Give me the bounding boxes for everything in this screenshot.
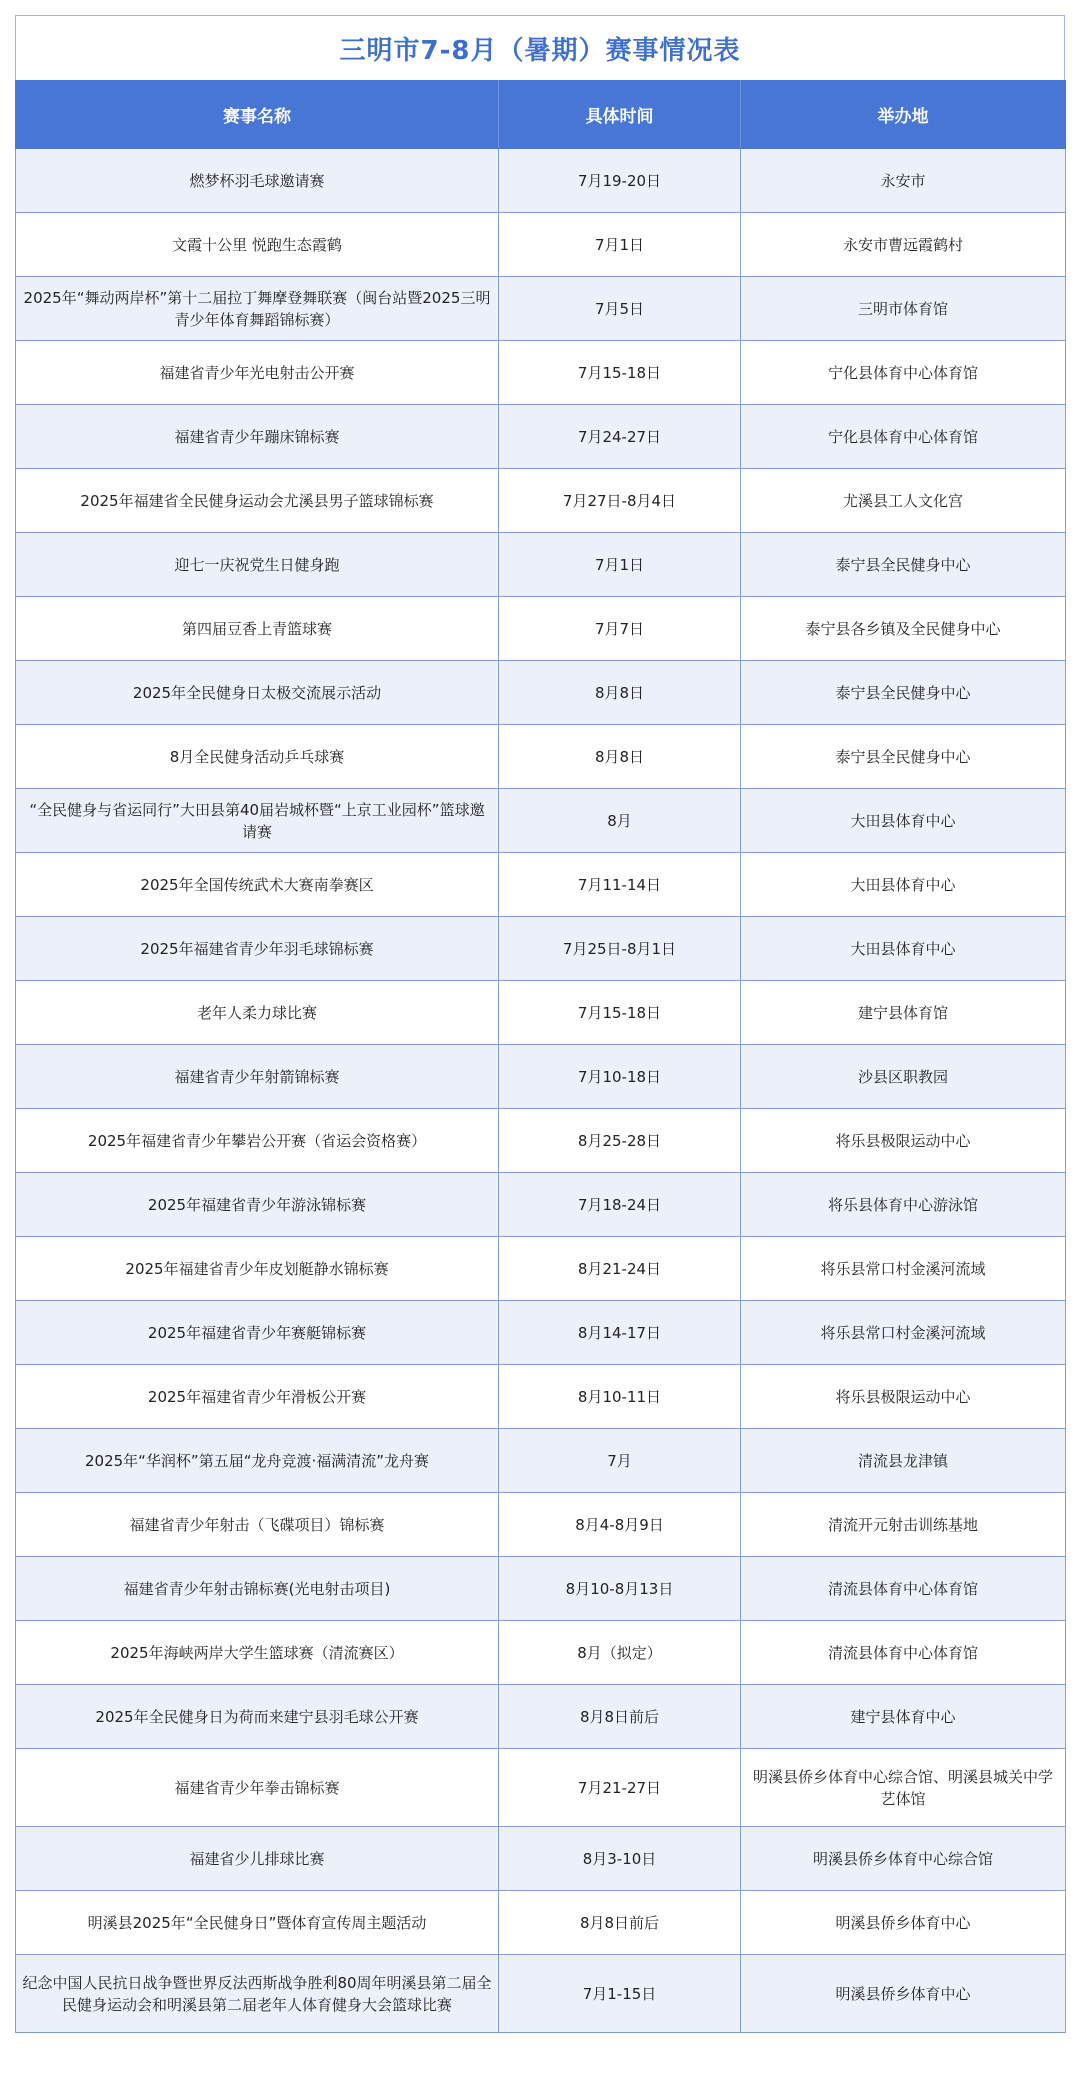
event-time-cell: 8月10-11日 <box>499 1365 741 1429</box>
table-row <box>16 917 1066 981</box>
event-venue-cell: 永安市 <box>741 149 1066 213</box>
table-row <box>16 853 1066 917</box>
table-row <box>16 405 1066 469</box>
event-time-cell: 8月4-8月9日 <box>499 1493 741 1557</box>
event-name-cell: 福建省青少年拳击锦标赛 <box>16 1749 499 1827</box>
event-venue-cell: 将乐县体育中心游泳馆 <box>741 1173 1066 1237</box>
table-row <box>16 1557 1066 1621</box>
event-venue-cell: 泰宁县各乡镇及全民健身中心 <box>741 597 1066 661</box>
table-row <box>16 661 1066 725</box>
event-venue-cell: 清流县体育中心体育馆 <box>741 1621 1066 1685</box>
table-row <box>16 725 1066 789</box>
table-row <box>16 1301 1066 1365</box>
table-row <box>16 277 1066 341</box>
event-name-cell: 福建省青少年射击（飞碟项目）锦标赛 <box>16 1493 499 1557</box>
event-venue-cell: 大田县体育中心 <box>741 917 1066 981</box>
event-venue-cell: 建宁县体育中心 <box>741 1685 1066 1749</box>
event-name-cell: 2025年福建省青少年皮划艇静水锦标赛 <box>16 1237 499 1301</box>
events-table <box>15 80 1066 2033</box>
table-row <box>16 1685 1066 1749</box>
event-venue-cell: 清流县龙津镇 <box>741 1429 1066 1493</box>
table-row <box>16 1109 1066 1173</box>
event-name-cell: 2025年“舞动两岸杯”第十二届拉丁舞摩登舞联赛（闽台站暨2025三明青少年体育舞蹈锦标赛） <box>16 277 499 341</box>
event-venue-cell: 明溪县侨乡体育中心 <box>741 1891 1066 1955</box>
event-time-cell: 7月15-18日 <box>499 981 741 1045</box>
event-time-cell: 8月3-10日 <box>499 1827 741 1891</box>
event-name-cell: 2025年福建省全民健身运动会尤溪县男子篮球锦标赛 <box>16 469 499 533</box>
event-name-cell: 2025年全民健身日太极交流展示活动 <box>16 661 499 725</box>
event-time-cell: 7月 <box>499 1429 741 1493</box>
header-time: 具体时间 <box>499 81 741 149</box>
event-venue-cell: 沙县区职教园 <box>741 1045 1066 1109</box>
event-time-cell: 8月 <box>499 789 741 853</box>
event-name-cell: 福建省青少年射击锦标赛(光电射击项目) <box>16 1557 499 1621</box>
table-row <box>16 981 1066 1045</box>
event-name-cell: 迎七一庆祝党生日健身跑 <box>16 533 499 597</box>
event-venue-cell: 泰宁县全民健身中心 <box>741 725 1066 789</box>
event-time-cell: 8月10-8月13日 <box>499 1557 741 1621</box>
event-name-cell: 燃梦杯羽毛球邀请赛 <box>16 149 499 213</box>
table-row <box>16 1173 1066 1237</box>
table-row <box>16 469 1066 533</box>
table-row <box>16 1493 1066 1557</box>
event-time-cell: 8月25-28日 <box>499 1109 741 1173</box>
event-time-cell: 7月1-15日 <box>499 1955 741 2033</box>
event-time-cell: 7月7日 <box>499 597 741 661</box>
event-name-cell: 福建省少儿排球比赛 <box>16 1827 499 1891</box>
table-row <box>16 789 1066 853</box>
event-time-cell: 7月1日 <box>499 213 741 277</box>
event-venue-cell: 将乐县极限运动中心 <box>741 1109 1066 1173</box>
event-venue-cell: 清流开元射击训练基地 <box>741 1493 1066 1557</box>
event-name-cell: “全民健身与省运同行”大田县第40届岩城杯暨“上京工业园杯”篮球邀请赛 <box>16 789 499 853</box>
table-row <box>16 1621 1066 1685</box>
event-name-cell: 福建省青少年射箭锦标赛 <box>16 1045 499 1109</box>
event-name-cell: 第四届豆香上青篮球赛 <box>16 597 499 661</box>
event-name-cell: 2025年福建省青少年游泳锦标赛 <box>16 1173 499 1237</box>
event-time-cell: 7月21-27日 <box>499 1749 741 1827</box>
event-name-cell: 2025年福建省青少年滑板公开赛 <box>16 1365 499 1429</box>
table-row <box>16 533 1066 597</box>
event-venue-cell: 永安市曹远霞鹤村 <box>741 213 1066 277</box>
header-row <box>16 81 1066 149</box>
event-venue-cell: 将乐县常口村金溪河流域 <box>741 1237 1066 1301</box>
event-name-cell: 福建省青少年光电射击公开赛 <box>16 341 499 405</box>
event-venue-cell: 尤溪县工人文化宫 <box>741 469 1066 533</box>
table-row <box>16 1891 1066 1955</box>
event-venue-cell: 明溪县侨乡体育中心综合馆 <box>741 1827 1066 1891</box>
table-row <box>16 1365 1066 1429</box>
event-venue-cell: 将乐县极限运动中心 <box>741 1365 1066 1429</box>
event-name-cell: 2025年福建省青少年赛艇锦标赛 <box>16 1301 499 1365</box>
event-name-cell: 老年人柔力球比赛 <box>16 981 499 1045</box>
event-time-cell: 8月8日前后 <box>499 1685 741 1749</box>
table-row <box>16 1045 1066 1109</box>
event-venue-cell: 泰宁县全民健身中心 <box>741 533 1066 597</box>
table-row <box>16 597 1066 661</box>
event-name-cell: 福建省青少年蹦床锦标赛 <box>16 405 499 469</box>
event-venue-cell: 建宁县体育馆 <box>741 981 1066 1045</box>
event-venue-cell: 三明市体育馆 <box>741 277 1066 341</box>
page-title: 三明市7-8月（暑期）赛事情况表 <box>339 35 741 66</box>
event-venue-cell: 明溪县侨乡体育中心 <box>741 1955 1066 2033</box>
event-time-cell: 7月1日 <box>499 533 741 597</box>
event-venue-cell: 大田县体育中心 <box>741 789 1066 853</box>
event-time-cell: 7月27日-8月4日 <box>499 469 741 533</box>
event-time-cell: 7月24-27日 <box>499 405 741 469</box>
header-venue: 举办地 <box>741 81 1066 149</box>
event-time-cell: 8月8日 <box>499 725 741 789</box>
event-venue-cell: 大田县体育中心 <box>741 853 1066 917</box>
title-bar <box>15 15 1065 80</box>
table-row <box>16 341 1066 405</box>
table-header <box>16 81 1066 149</box>
table-row <box>16 1749 1066 1827</box>
table-row <box>16 1827 1066 1891</box>
schedule-sheet <box>15 15 1065 2033</box>
event-venue-cell: 清流县体育中心体育馆 <box>741 1557 1066 1621</box>
event-time-cell: 8月14-17日 <box>499 1301 741 1365</box>
event-name-cell: 纪念中国人民抗日战争暨世界反法西斯战争胜利80周年明溪县第二届全民健身运动会和明溪县第二届老年人体育健身大会篮球比赛 <box>16 1955 499 2033</box>
event-name-cell: 2025年全民健身日为荷而来建宁县羽毛球公开赛 <box>16 1685 499 1749</box>
event-name-cell: 2025年“华润杯”第五届“龙舟竞渡·福满清流”龙舟赛 <box>16 1429 499 1493</box>
event-name-cell: 文霞十公里 悦跑生态霞鹤 <box>16 213 499 277</box>
table-row <box>16 149 1066 213</box>
table-row <box>16 1237 1066 1301</box>
event-venue-cell: 将乐县常口村金溪河流域 <box>741 1301 1066 1365</box>
table-row <box>16 1429 1066 1493</box>
event-venue-cell: 宁化县体育中心体育馆 <box>741 341 1066 405</box>
table-row <box>16 1955 1066 2033</box>
event-time-cell: 7月5日 <box>499 277 741 341</box>
event-time-cell: 7月15-18日 <box>499 341 741 405</box>
table-body <box>16 149 1066 2033</box>
event-name-cell: 2025年海峡两岸大学生篮球赛（清流赛区） <box>16 1621 499 1685</box>
event-venue-cell: 宁化县体育中心体育馆 <box>741 405 1066 469</box>
event-venue-cell: 泰宁县全民健身中心 <box>741 661 1066 725</box>
event-time-cell: 7月10-18日 <box>499 1045 741 1109</box>
event-time-cell: 7月25日-8月1日 <box>499 917 741 981</box>
event-name-cell: 明溪县2025年“全民健身日”暨体育宣传周主题活动 <box>16 1891 499 1955</box>
event-time-cell: 8月8日前后 <box>499 1891 741 1955</box>
event-time-cell: 7月11-14日 <box>499 853 741 917</box>
event-venue-cell: 明溪县侨乡体育中心综合馆、明溪县城关中学艺体馆 <box>741 1749 1066 1827</box>
event-name-cell: 8月全民健身活动乒乓球赛 <box>16 725 499 789</box>
event-name-cell: 2025年全国传统武术大赛南拳赛区 <box>16 853 499 917</box>
event-name-cell: 2025年福建省青少年攀岩公开赛（省运会资格赛） <box>16 1109 499 1173</box>
table-row <box>16 213 1066 277</box>
event-time-cell: 8月21-24日 <box>499 1237 741 1301</box>
header-event-name: 赛事名称 <box>16 81 499 149</box>
event-time-cell: 8月（拟定） <box>499 1621 741 1685</box>
event-time-cell: 7月19-20日 <box>499 149 741 213</box>
event-time-cell: 8月8日 <box>499 661 741 725</box>
event-name-cell: 2025年福建省青少年羽毛球锦标赛 <box>16 917 499 981</box>
event-time-cell: 7月18-24日 <box>499 1173 741 1237</box>
